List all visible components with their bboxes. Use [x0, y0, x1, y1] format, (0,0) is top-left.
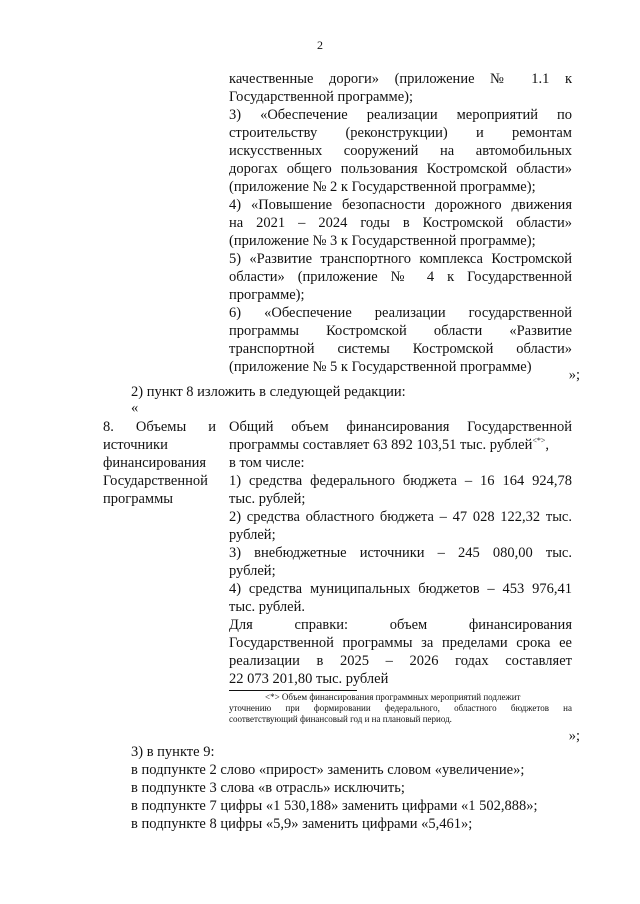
footnote-separator — [229, 690, 357, 691]
table-left-cell-line: финансирования — [103, 455, 207, 471]
page-number: 2 — [317, 38, 323, 52]
amendment-item-3-line: в подпункте 2 слово «прирост» заменить словом «увеличение»; — [131, 762, 525, 778]
list-line: 3) «Обеспечение реализации мероприятий по — [229, 107, 572, 123]
table-left-cell-line: 8. Объемы и — [103, 419, 216, 435]
list-line: транспортной системы Костромской области» — [229, 341, 572, 357]
amendment-item-3-line: 3) в пункте 9: — [131, 744, 215, 760]
table-right-cell-line: 3) внебюджетные источники – 245 080,00 тыс. — [229, 545, 572, 561]
table-left-cell-line: программы — [103, 491, 173, 507]
table-right-cell-line: 1) средства федерального бюджета – 16 164 924,78 — [229, 473, 572, 489]
total-financing-text: программы составляет 63 892 103,51 тыс. рублей — [229, 437, 533, 453]
list-line: искусственных сооружений на автомобильных — [229, 143, 572, 159]
list-line: (приложение № 5 к Государственной программе) — [229, 359, 532, 375]
amendment-item-2: 2) пункт 8 изложить в следующей редакции: — [131, 384, 406, 400]
table-right-cell-line: 2) средства областного бюджета – 47 028 122,32 тыс. — [229, 509, 572, 525]
list-line: (приложение № 2 к Государственной программе); — [229, 179, 536, 195]
table-right-cell-line: 4) средства муниципальных бюджетов – 453 976,41 — [229, 581, 572, 597]
table-left-cell-line: источники — [103, 437, 168, 453]
table-left-cell-line: Государственной — [103, 473, 208, 489]
list-line: 5) «Развитие транспортного комплекса Костромской — [229, 251, 572, 267]
list-line: 4) «Повышение безопасности дорожного движения — [229, 197, 572, 213]
amendment-item-3-line: в подпункте 7 цифры «1 530,188» заменить цифрами «1 502,888»; — [131, 798, 538, 814]
footnote-marker: <*> — [532, 436, 546, 446]
footnote-line: <*> Объем финансирования программных мероприятий подлежит — [265, 692, 521, 702]
footnote-line: уточнению при формировании федерального, областного бюджетов на — [229, 703, 572, 713]
list-line: на 2021 – 2024 годы в Костромской области» — [229, 215, 572, 231]
table-right-cell-line: в том числе: — [229, 455, 305, 471]
table-right-cell-line — [229, 436, 572, 454]
table-right-cell-line: рублей; — [229, 527, 276, 543]
list-line: 6) «Обеспечение реализации государственной — [229, 305, 572, 321]
list-line: качественные дороги» (приложение № 1.1 к — [229, 71, 572, 87]
table-right-cell-line: тыс. рублей; — [229, 491, 306, 507]
table-right-cell-line: Государственной программы за пределами срока ее — [229, 635, 572, 651]
closing-quote: »; — [568, 367, 580, 383]
footnote-marker-suffix: , — [545, 437, 549, 453]
list-line: программе); — [229, 287, 305, 303]
list-line: строительству (реконструкции) и ремонтам — [229, 125, 572, 141]
closing-quote: »; — [568, 728, 580, 744]
list-line: дорогах общего пользования Костромской области» — [229, 161, 572, 177]
list-line: программы Костромской области «Развитие — [229, 323, 572, 339]
table-right-cell-line: рублей; — [229, 563, 276, 579]
amendment-item-3-line: в подпункте 8 цифры «5,9» заменить цифрами «5,461»; — [131, 816, 473, 832]
opening-quote: « — [131, 400, 139, 416]
table-right-cell-line: Общий объем финансирования Государственной — [229, 419, 572, 435]
table-right-cell-line: тыс. рублей. — [229, 599, 305, 615]
footnote-line: соответствующий финансовый год и на плановый период. — [229, 714, 452, 724]
list-line: области» (приложение № 4 к Государственной — [229, 269, 572, 285]
list-line: Государственной программе); — [229, 89, 414, 105]
table-right-cell-line: Для справки: объем финансирования — [229, 617, 572, 633]
list-line: (приложение № 3 к Государственной программе); — [229, 233, 536, 249]
amendment-item-3-line: в подпункте 3 слова «в отрасль» исключить; — [131, 780, 405, 796]
table-right-cell-line: 22 073 201,80 тыс. рублей — [229, 671, 389, 687]
table-right-cell-line: реализации в 2025 – 2026 годах составляет — [229, 653, 572, 669]
